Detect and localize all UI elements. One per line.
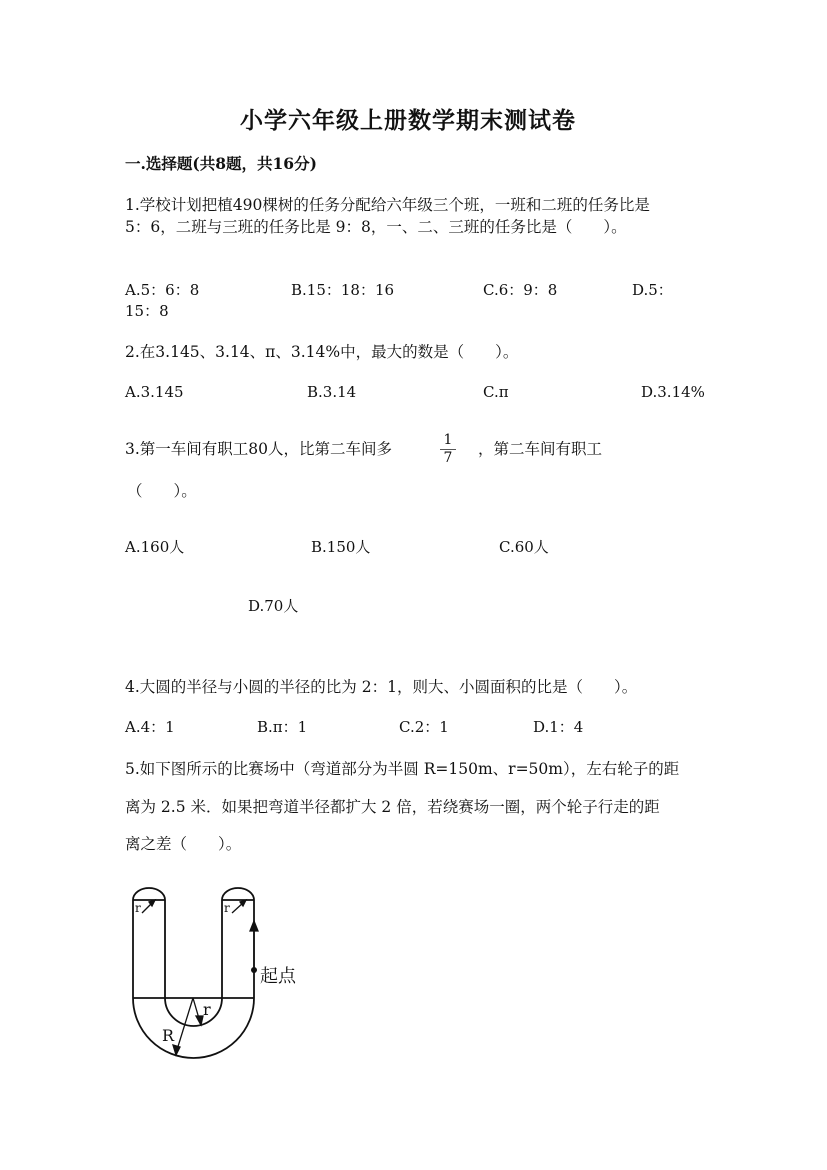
question-3-option-c[interactable]: C.60人 <box>499 538 549 556</box>
question-2-option-b[interactable]: B.3.14 <box>307 383 357 401</box>
start-point-dot <box>251 967 257 973</box>
question-3-option-b[interactable]: B.150人 <box>311 538 371 556</box>
question-3-fraction <box>440 432 456 467</box>
figure-label-big-r: R <box>162 1026 175 1045</box>
fraction-denominator: 7 <box>440 449 456 467</box>
question-3-option-d[interactable]: D.70人 <box>248 597 299 615</box>
question-4-option-a[interactable]: A.4：1 <box>125 718 175 736</box>
figure-label-start: 起点 <box>260 966 296 987</box>
question-2-option-c[interactable]: C.π <box>483 383 509 401</box>
question-1-option-a[interactable]: A.5：6：8 <box>125 281 200 299</box>
question-4-text: 4.大圆的半径与小圆的半径的比为 2：1，则大、小圆面积的比是（ ）。 <box>125 678 638 696</box>
question-2-option-a[interactable]: A.3.145 <box>125 383 184 401</box>
question-1-line-2: 5：6，二班与三班的任务比是 9：8，一、二、三班的任务比是（ ）。 <box>125 218 627 236</box>
page-title: 小学六年级上册数学期末测试卷 <box>240 107 576 134</box>
question-3-line-2: （ ）。 <box>127 482 197 500</box>
question-3-text-part-1: 3.第一车间有职工80人，比第二车间多 <box>125 440 393 458</box>
question-2-option-d[interactable]: D.3.14% <box>641 383 705 401</box>
question-4-option-b[interactable]: B.π：1 <box>257 718 308 736</box>
question-4-option-c[interactable]: C.2：1 <box>399 718 449 736</box>
question-5-line-1: 5.如下图所示的比赛场中（弯道部分为半圆 R=150m、r=50m），左右轮子的距 <box>125 760 680 778</box>
track-diagram <box>120 885 320 1065</box>
question-4-option-d[interactable]: D.1：4 <box>533 718 584 736</box>
question-1-option-d[interactable]: D.5： <box>632 281 673 299</box>
question-1-line-1: 1.学校计划把植490棵树的任务分配给六年级三个班，一班和二班的任务比是 <box>125 196 650 214</box>
figure-label-r: r <box>203 1000 211 1019</box>
fraction-numerator: 1 <box>443 432 453 448</box>
section-heading: 一.选择题(共8题，共16分) <box>125 154 317 173</box>
question-3-option-a[interactable]: A.160人 <box>125 538 185 556</box>
figure-label-r-right-cap: r <box>224 901 230 915</box>
question-5-line-3: 离之差（ ）。 <box>125 835 242 853</box>
question-2-text: 2.在3.145、3.14、π、3.14%中，最大的数是（ ）。 <box>125 343 519 361</box>
question-5-line-2: 离为 2.5 米．如果把弯道半径都扩大 2 倍，若绕赛场一圈，两个轮子行走的距 <box>125 798 660 816</box>
question-1-option-c[interactable]: C.6：9：8 <box>483 281 558 299</box>
question-1-option-b[interactable]: B.15：18：16 <box>291 281 395 299</box>
question-3-text-part-2: ，第二车间有职工 <box>478 440 603 458</box>
figure-label-r-left-cap: r <box>135 901 141 915</box>
question-1-option-d-continued: 15：8 <box>125 302 169 320</box>
